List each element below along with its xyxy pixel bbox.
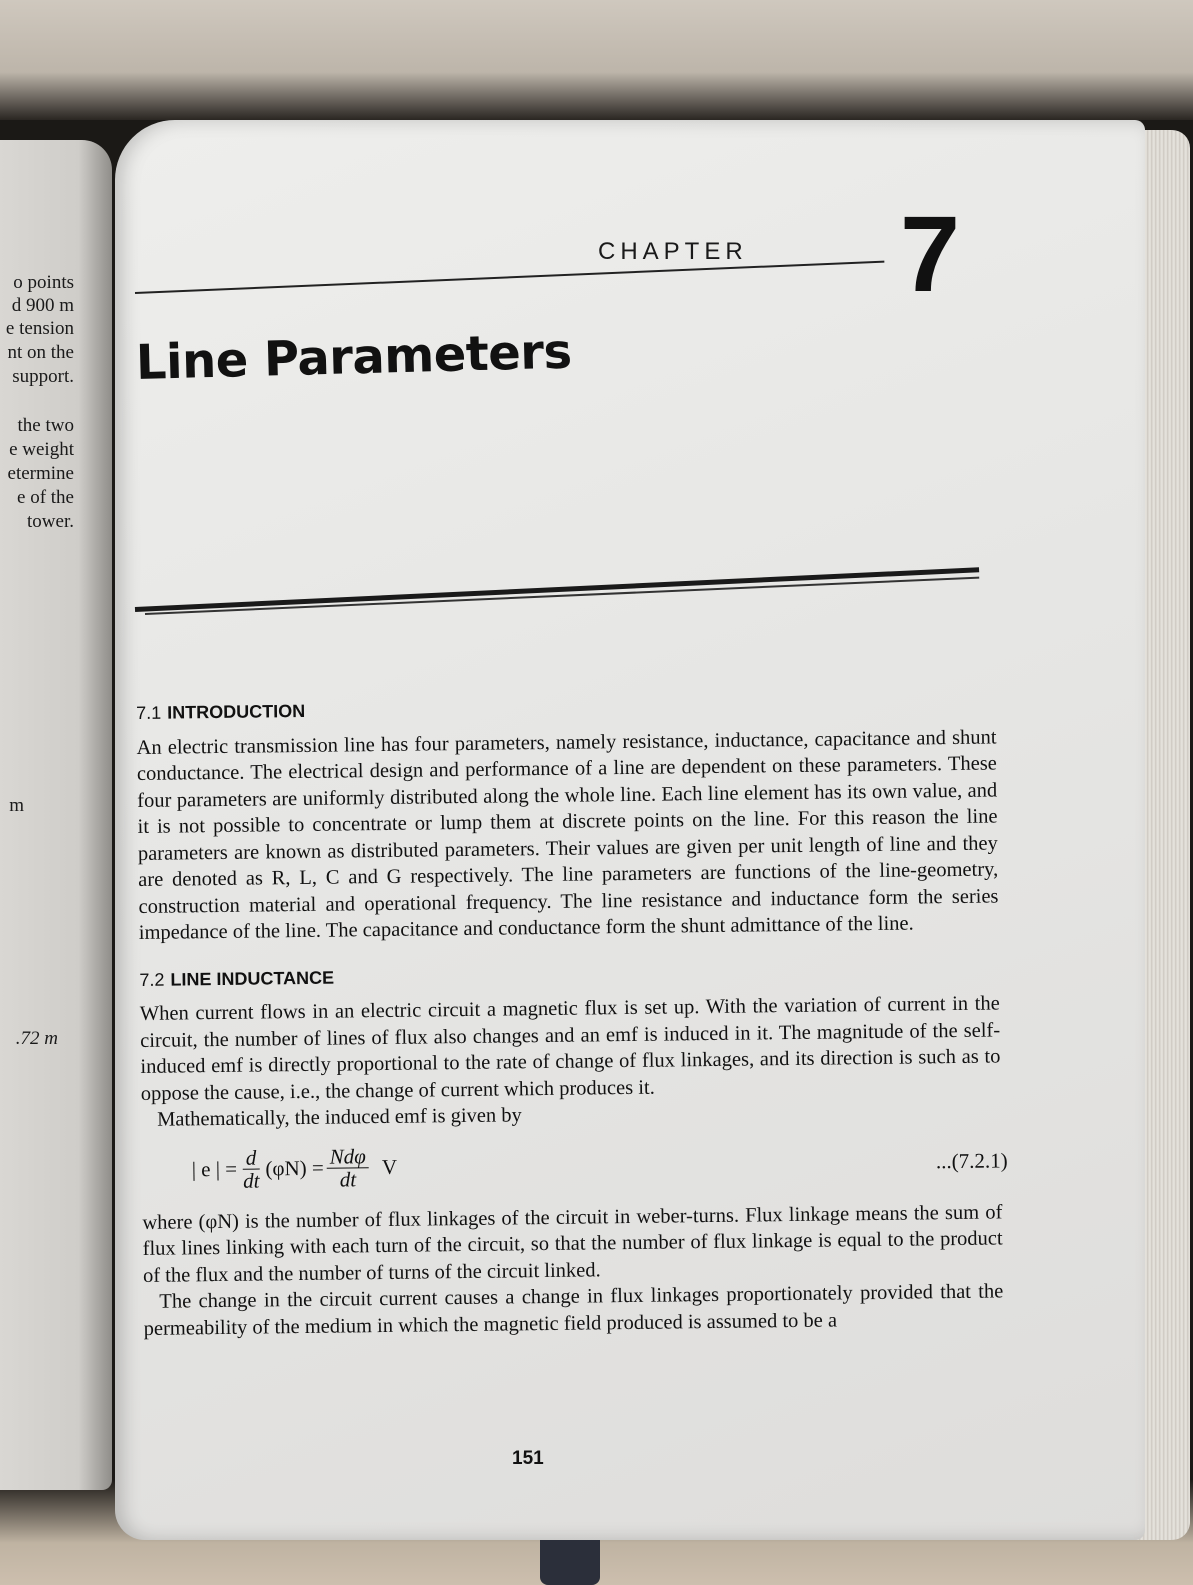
fraction-denominator: dt <box>243 1168 260 1193</box>
page-number: 151 <box>512 1448 544 1469</box>
left-page-fragment: o points <box>13 272 74 293</box>
left-page <box>0 140 112 1490</box>
section-number: 7.2 <box>139 969 165 990</box>
left-page-fragment: m <box>9 795 24 816</box>
paragraph: where (φN) is the number of flux linkages of the circuit in weber-turns. Flux linkage means the sum of flux lines linking with each turn of the circuit, so that the number of flux linkage is equal to the product of the flux and the number of turns of the circuit linked. <box>142 1200 1003 1287</box>
fraction <box>327 1145 370 1191</box>
left-page-fragment: e of the <box>17 487 74 508</box>
paragraph: The change in the circuit current causes a change in flux linkages proportionately provided that the permeability of the medium in which the magnetic field produced is assumed to be a <box>143 1280 1004 1340</box>
left-page-fragment: support. <box>12 366 74 387</box>
equation <box>141 1131 1008 1204</box>
fraction <box>240 1146 263 1191</box>
section-number: 7.1 <box>136 702 162 723</box>
equation-number: ...(7.2.1) <box>935 1147 1008 1173</box>
section-title: INTRODUCTION <box>167 700 306 723</box>
paragraph: When current flows in an electric circuit a magnetic flux is set up. With the variation of current in the circuit, the number of lines of flux also changes and an emf is induced in it. The magnitude of the self-induced emf is directly proportional to the rate of change of flux linkages, and its direction is such as to oppose the cause, i.e., the change of current which produces it. <box>139 992 1001 1105</box>
left-page-fragment: .72 m <box>15 1028 58 1049</box>
fraction-denominator: dt <box>339 1166 357 1192</box>
equation-unit: V <box>381 1154 398 1179</box>
fraction-numerator: Ndφ <box>327 1145 369 1169</box>
equation-lhs: | e | = <box>191 1156 238 1182</box>
background-top <box>0 0 1193 120</box>
paragraph: An electric transmission line has four parameters, namely resistance, inductance, capacitance and shunt conductance. The electrical design and performance of a line are dependent on these parameters. These four parameters are uniformly distributed along the whole line. Each line element has its own value, and it is not possible to concentrate or lump them at discrete points on the line. For this reason the line parameters are known as distributed parameters. Their values are given per unit length of line and they are denoted as R, L, C and G respectively. The line parameters are functions of the line-geometry, construction material and operational frequency. The line resistance and inductance form the series impedance of the line. The capacitance and conductance form the shunt admittance of the line. <box>136 725 999 944</box>
equation-middle: (φN) = <box>265 1155 324 1181</box>
fraction-numerator: d <box>243 1146 260 1169</box>
left-page-fragment: nt on the <box>7 342 74 363</box>
page-body <box>136 689 1008 1341</box>
left-page-fragment: etermine <box>7 463 74 484</box>
chapter-label: CHAPTER <box>598 238 748 265</box>
chapter-title: Line Parameters <box>135 323 573 391</box>
left-page-fragment: the two <box>17 415 74 436</box>
section-title: LINE INDUCTANCE <box>170 967 335 990</box>
left-page-fragment: d 900 m <box>11 295 74 316</box>
paragraph: Mathematically, the induced emf is given by <box>156 1104 522 1131</box>
chapter-number: 7 <box>900 193 961 314</box>
left-page-fragment: tower. <box>27 511 74 532</box>
left-page-fragment: e tension <box>5 318 74 339</box>
left-page-fragment: e weight <box>9 439 74 460</box>
